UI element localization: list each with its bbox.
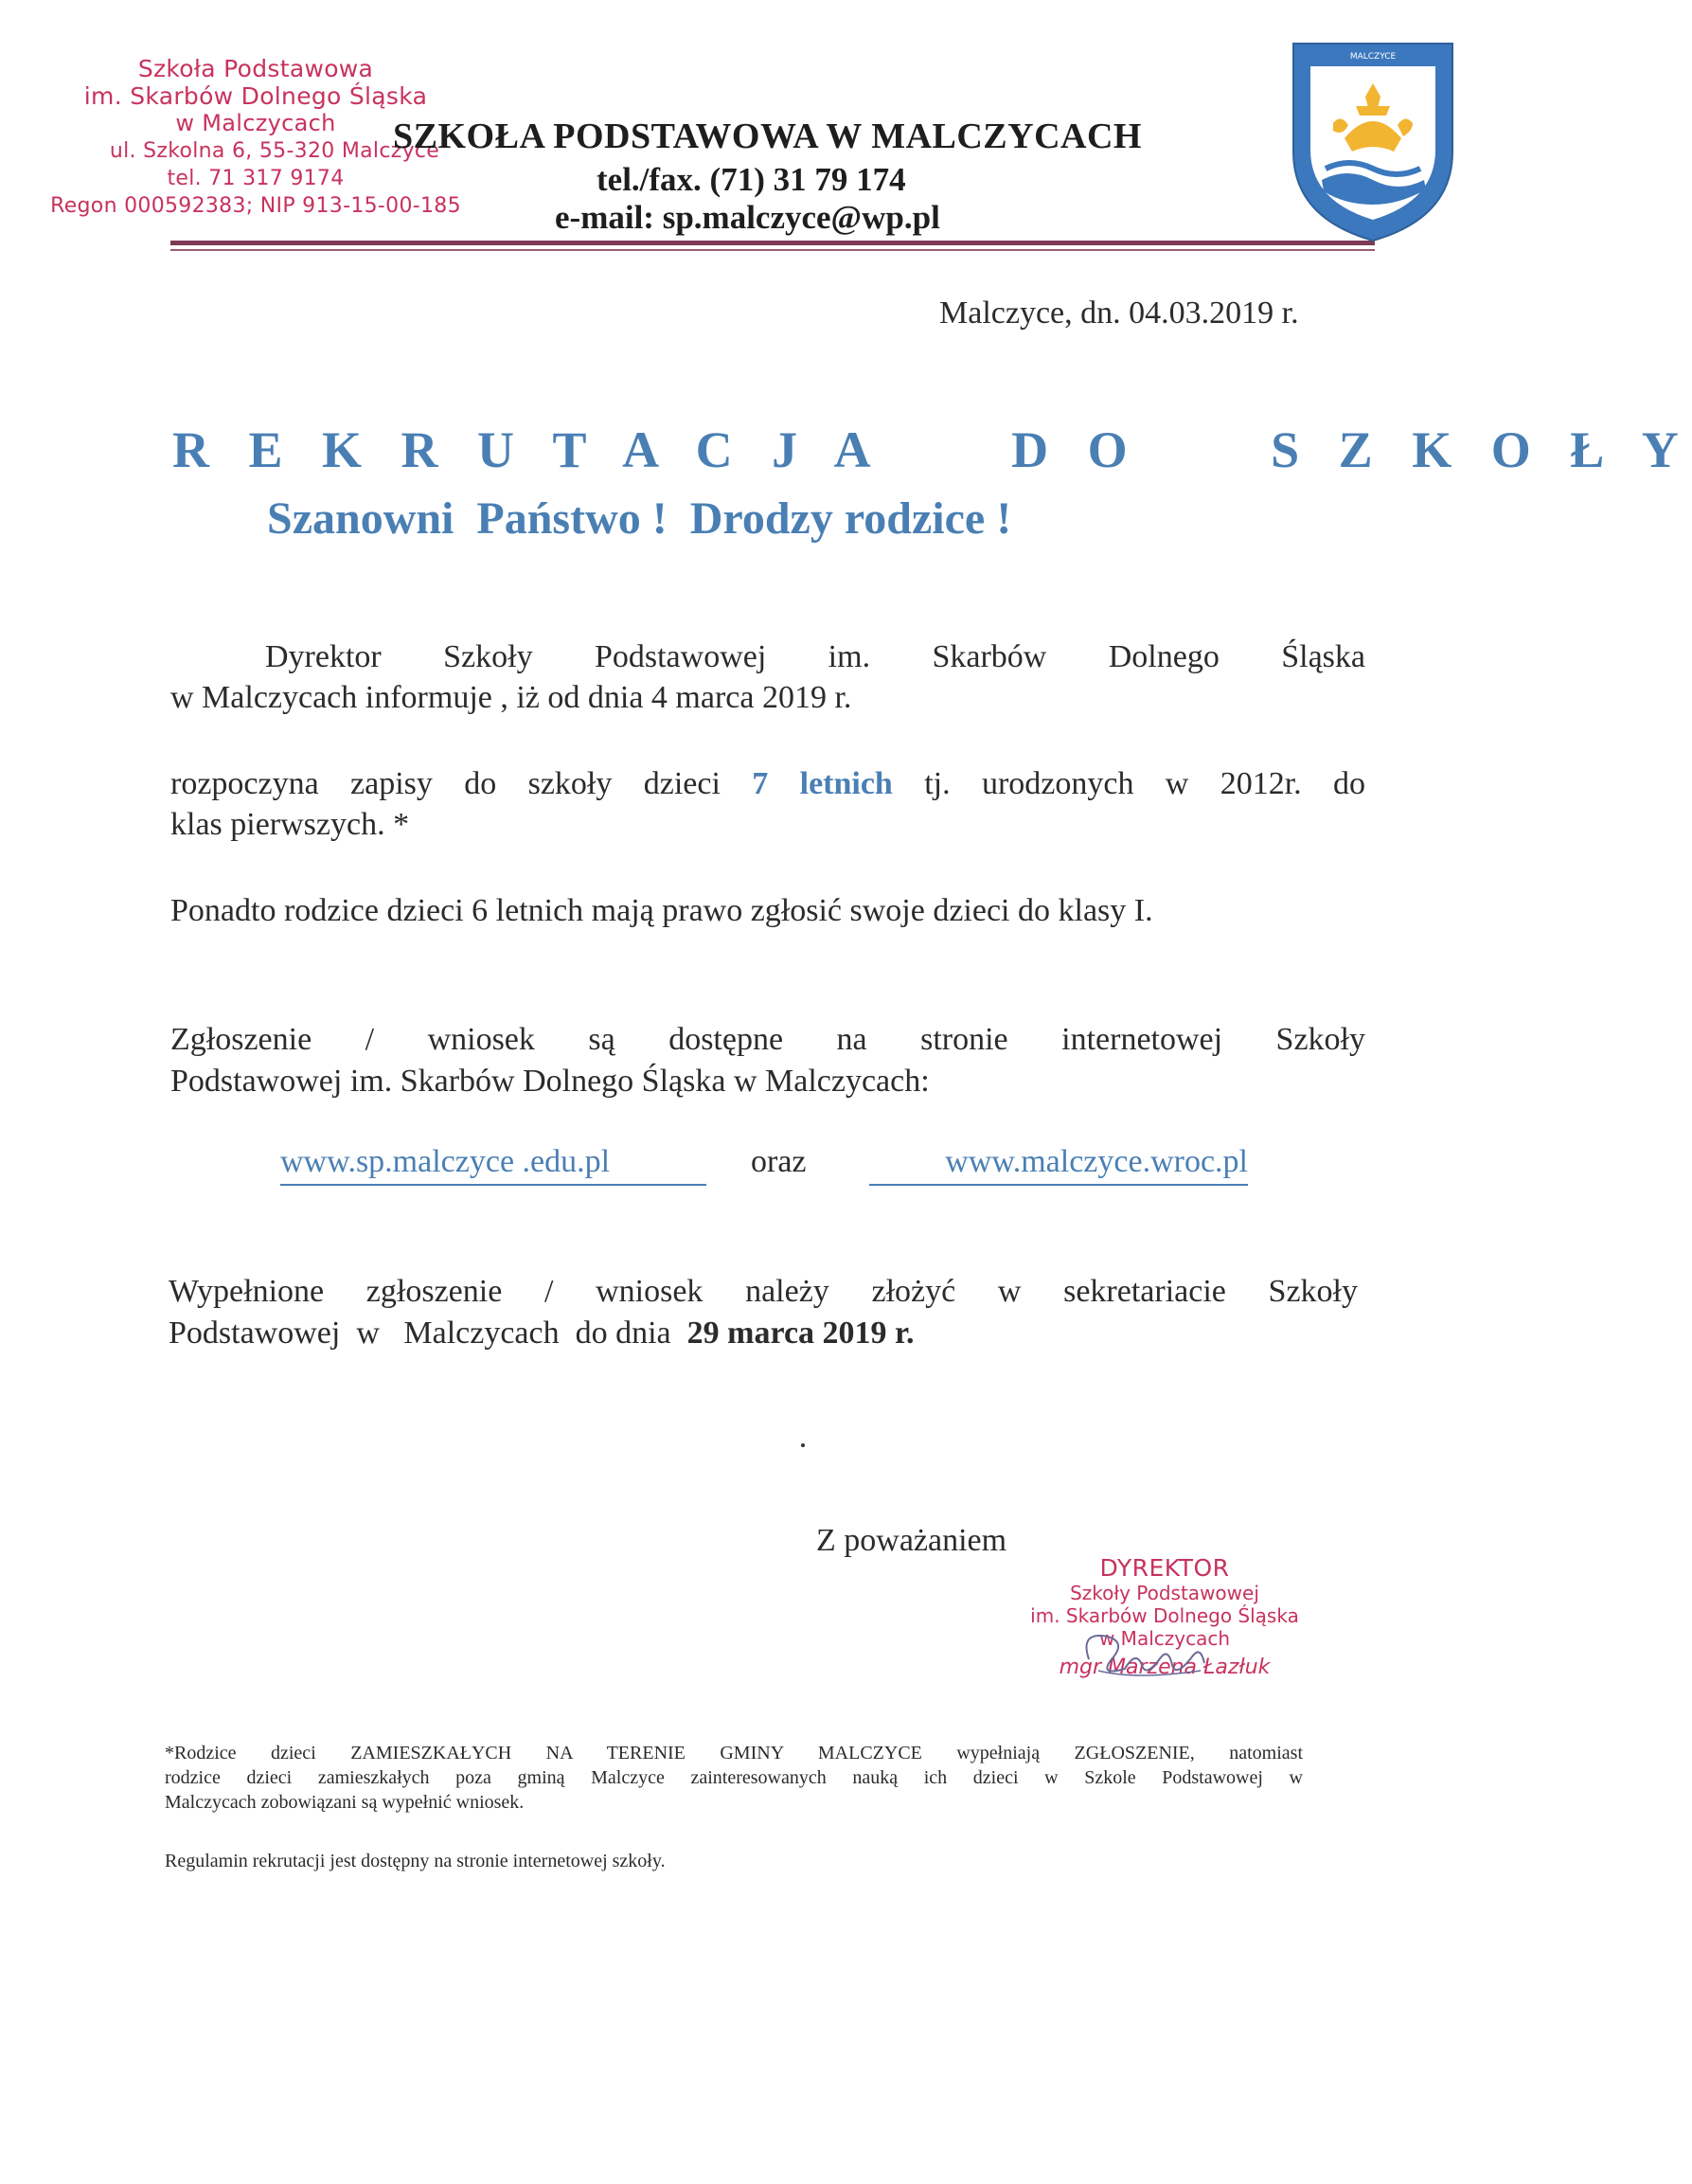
age-highlight: 7 letnich	[752, 766, 893, 801]
director-name: mgr Marzena Łazłuk	[1059, 1656, 1271, 1679]
or-text: oraz	[751, 1144, 807, 1179]
stamp-line-5: tel. 71 317 9174	[167, 167, 345, 190]
director-stamp-line-2: im. Skarbów Dolnego Śląska	[1030, 1604, 1299, 1627]
footnote-line-2: rodzice dzieci zamieszkałych poza gminą Malczyce zainteresowanych nauką ich dzieci w Szkole Podstawowej w	[165, 1767, 1303, 1788]
paragraph-3: Ponadto rodzice dzieci 6 letnich mają prawo zgłosić swoje dzieci do klasy I.	[170, 893, 1153, 928]
stamp-line-3: w Malczycach	[175, 110, 336, 136]
crest-top-text: MALCZYCE	[1349, 52, 1397, 62]
page-title: R E K R U T A C J A D O S Z K O Ł Y	[172, 421, 1692, 478]
letterhead-rule-thin	[170, 249, 1375, 251]
letterhead-email: e-mail: sp.malczyce@wp.pl	[555, 199, 940, 236]
closing-regards: Z poważaniem	[816, 1523, 1007, 1558]
paragraph-5-line-2	[169, 1313, 915, 1353]
stamp-line-2: im. Skarbów Dolnego Śląska	[83, 82, 428, 110]
director-stamp-line-1: Szkoły Podstawowej	[1070, 1582, 1259, 1604]
paragraph-5-line-1: Wypełnione zgłoszenie / wniosek należy złożyć w sekretariacie Szkoły	[169, 1274, 1358, 1309]
paragraph-2-text-c: tj. urodzonych w 2012r. do	[924, 766, 1366, 801]
paragraph-2-line-2: klas pierwszych. *	[170, 807, 410, 842]
letterhead-school-name: SZKOŁA PODSTAWOWA W MALCZYCACH	[393, 116, 1142, 156]
footnote-regulation: Regulamin rekrutacji jest dostępny na stronie internetowej szkoły.	[165, 1851, 666, 1871]
municipality-website-link[interactable]: www.malczyce.wroc.pl	[869, 1144, 1248, 1186]
stamp-line-6: Regon 000592383; NIP 913-15-00-185	[50, 194, 461, 218]
paragraph-4-line-1: Zgłoszenie / wniosek są dostępne na stronie internetowej Szkoły	[170, 1022, 1365, 1057]
school-website-link[interactable]: www.sp.malczyce .edu.pl	[280, 1144, 706, 1186]
letterhead-rule	[170, 241, 1375, 245]
letter-date: Malczyce, dn. 04.03.2019 r.	[939, 295, 1299, 331]
footnote-line-3: Malczycach zobowiązani są wypełnić wniosek.	[165, 1792, 525, 1813]
paragraph-1-line-2: w Malczycach informuje , iż od dnia 4 marca 2019 r.	[170, 680, 852, 715]
coat-of-arms-icon	[1288, 38, 1458, 246]
director-stamp-title: DYREKTOR	[1099, 1554, 1230, 1582]
signature-icon	[1070, 1621, 1221, 1688]
greeting: Szanowni Państwo ! Drodzy rodzice !	[267, 493, 1012, 544]
paragraph-4-line-2: Podstawowej im. Skarbów Dolnego Śląska w Malczycach:	[170, 1064, 930, 1099]
paragraph-2-text-a: rozpoczyna zapisy do szkoły dzieci	[170, 766, 721, 801]
paragraph-2-line-1	[170, 763, 1365, 804]
footnote-line-1: *Rodzice dzieci ZAMIESZKAŁYCH NA TERENIE GMINY MALCZYCE wypełniają ZGŁOSZENIE, natomiast	[165, 1743, 1303, 1763]
stamp-line-4: ul. Szkolna 6, 55-320 Malczyce	[109, 139, 440, 163]
paragraph-1-line-1: Dyrektor Szkoły Podstawowej im. Skarbów Dolnego Śląska	[265, 639, 1365, 674]
letterhead-telfax: tel./fax. (71) 31 79 174	[597, 161, 906, 198]
stamp-line-1: Szkoła Podstawowa	[137, 55, 374, 82]
stray-dot	[801, 1443, 805, 1447]
deadline-date: 29 marca 2019 r.	[686, 1316, 915, 1351]
director-stamp-line-3: w Malczycach	[1098, 1627, 1231, 1650]
paragraph-5-text: Podstawowej w Malczycach do dnia	[169, 1316, 687, 1351]
